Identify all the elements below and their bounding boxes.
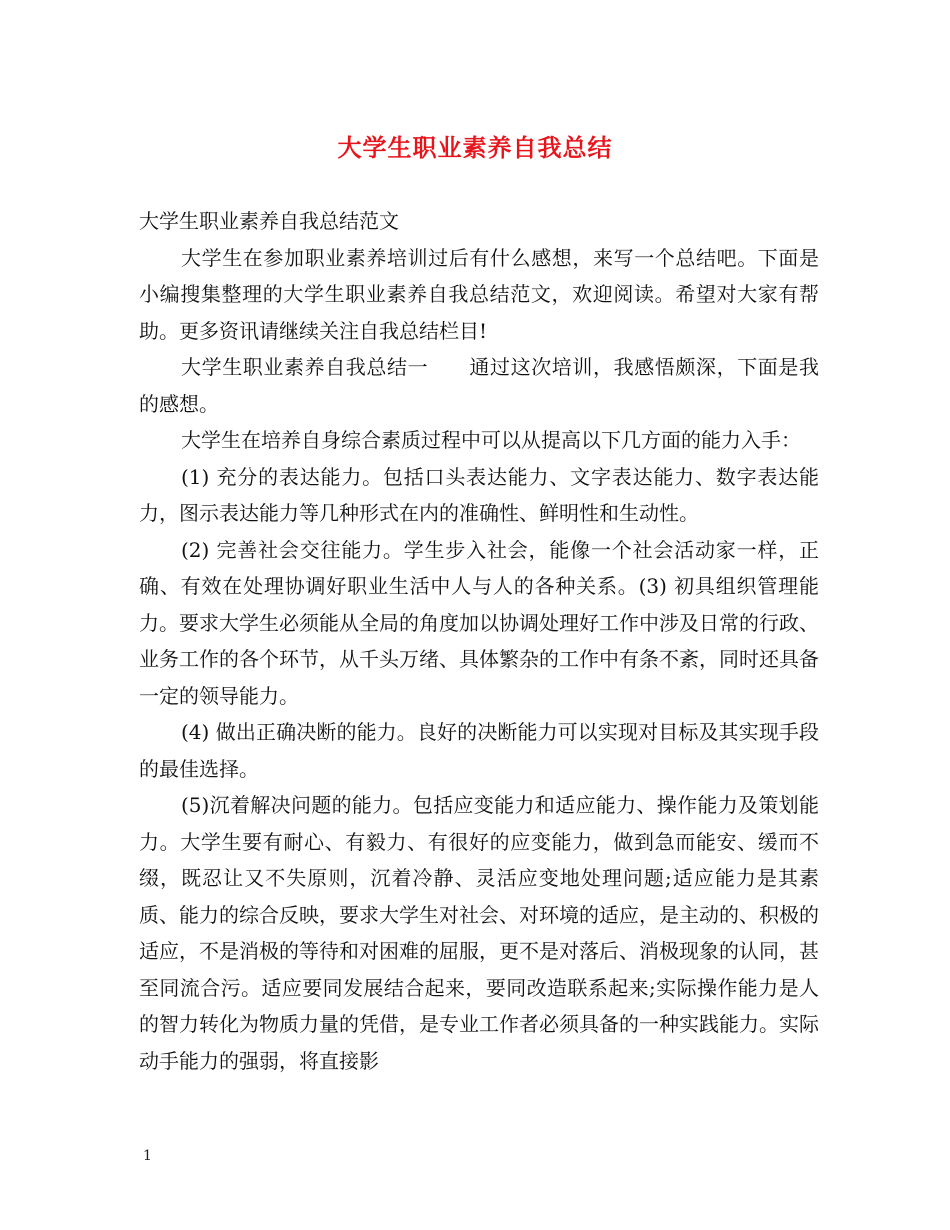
- paragraph-ability-4: (4) 做出正确决断的能力。良好的决断能力可以实现对目标及其实现手段的最佳选择。: [139, 720, 819, 781]
- paragraph-ability-2-3: (2) 完善社会交往能力。学生步入社会，能像一个社会活动家一样，正确、有效在处理协调好职业生活中人与人的各种关系。(3) 初具组织管理能力。要求大学生必须能从全局的角度加以协调处理好工作中涉及日常的行政、业务工作的各个环节，从千头万绪、具体繁杂的工作中有条不紊，同时还具备一定的领导能力。: [139, 537, 819, 708]
- paragraph-abilities-intro: 大学生在培养自身综合素质过程中可以从提高以下几方面的能力入手：: [181, 428, 801, 452]
- document-title: 大学生职业素养自我总结: [337, 133, 613, 162]
- page-number: 1: [143, 1148, 152, 1164]
- paragraph-ability-5: (5)沉着解决问题的能力。包括应变能力和适应能力、操作能力及策划能力。大学生要有耐心、有毅力、有很好的应变能力，做到急而能安、缓而不缀，既忍让又不失原则，沉着冷静、灵活应变地处理问题;适应能力是其素质、能力的综合反映，要求大学生对社会、对环境的适应，是主动的、积极的适应，不是消极的等待和对困难的屈服，更不是对落后、消极现象的认同，甚至同流合污。适应要同发展结合起来，要同改造联系起来;实际操作能力是人的智力转化为物质力量的凭借，是专业工作者必须具备的一种实践能力。实际动手能力的强弱，将直接影: [139, 793, 819, 1073]
- paragraph-intro: 大学生在参加职业素养培训过后有什么感想，来写一个总结吧。下面是小编搜集整理的大学生职业素养自我总结范文，欢迎阅读。希望对大家有帮助。更多资讯请继续关注自我总结栏目!: [139, 245, 819, 343]
- document-body: [139, 203, 819, 1079]
- paragraph-ability-1: (1) 充分的表达能力。包括口头表达能力、文字表达能力、数字表达能力，图示表达能力等几种形式在内的准确性、鲜明性和生动性。: [139, 464, 819, 525]
- paragraph-summary-one: 大学生职业素养自我总结一 通过这次培训，我感悟颇深，下面是我的感想。: [139, 355, 819, 416]
- document-subtitle: 大学生职业素养自我总结范文: [139, 209, 399, 233]
